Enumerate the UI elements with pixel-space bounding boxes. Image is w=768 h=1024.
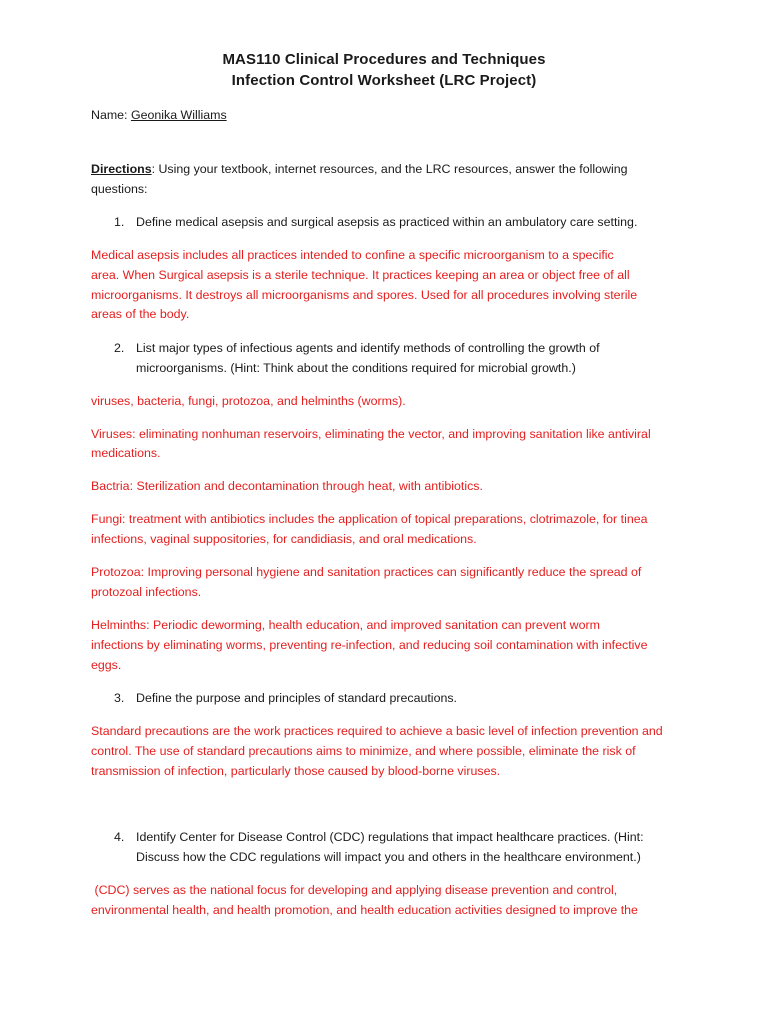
question-number: 2. (114, 341, 125, 355)
question-text: Define medical asepsis and surgical asepsis as practiced within an ambulatory care setting. (136, 215, 638, 229)
answer-line: Medical asepsis includes all practices intended to confine a specific microorganism to a specific (91, 248, 614, 262)
answer-line: protozoal infections. (91, 585, 202, 599)
answer-line: environmental health, and health promotion, and health education activities designed to improve the (91, 903, 638, 917)
answer-line: Fungi: treatment with antibiotics includes the application of topical preparations, clotrimazole, for tinea (91, 512, 648, 526)
question-number: 1. (114, 215, 125, 229)
document-title: MAS110 Clinical Procedures and Techniques (222, 51, 546, 68)
directions-line-2: questions: (91, 182, 148, 196)
question-number: 3. (114, 691, 125, 705)
name-line (91, 106, 691, 126)
answer-line: (CDC) serves as the national focus for developing and applying disease prevention and control, (91, 883, 618, 897)
answer-line: infections by eliminating worms, preventing re-infection, and reducing soil contamination with infective (91, 638, 648, 652)
document-subtitle: Infection Control Worksheet (LRC Project) (231, 72, 537, 89)
answer-line: areas of the body. (91, 307, 190, 321)
answer-line: infections, vaginal suppositories, for candidiasis, and oral medications. (91, 532, 477, 546)
question-text: microorganisms. (Hint: Think about the conditions required for microbial growth.) (136, 361, 576, 375)
question-text: Identify Center for Disease Control (CDC) regulations that impact healthcare practices. (Hint: (136, 830, 644, 844)
answer-line: microorganisms. It destroys all microorganisms and spores. Used for all procedures involving sterile (91, 288, 638, 302)
directions-line-1 (91, 160, 691, 180)
answer-line: Viruses: eliminating nonhuman reservoirs, eliminating the vector, and improving sanitation like antiviral (91, 427, 651, 441)
directions-label: Directions (91, 162, 152, 176)
answer-line: Standard precautions are the work practices required to achieve a basic level of infection prevention and (91, 724, 663, 738)
directions-text: : Using your textbook, internet resources, and the LRC resources, answer the following (151, 162, 628, 176)
answer-line: Helminths: Periodic deworming, health education, and improved sanitation can prevent worm (91, 618, 600, 632)
answer-line: Protozoa: Improving personal hygiene and sanitation practices can significantly reduce the spread of (91, 565, 642, 579)
answer-line: eggs. (91, 658, 122, 672)
answer-line: transmission of infection, particularly those caused by blood-borne viruses. (91, 764, 501, 778)
answer-line: Bactria: Sterilization and decontamination through heat, with antibiotics. (91, 479, 483, 493)
question-text: Define the purpose and principles of standard precautions. (136, 691, 457, 705)
answer-line: area. When Surgical asepsis is a sterile technique. It practices keeping an area or object free of all (91, 268, 630, 282)
name-label: Name: (91, 108, 131, 122)
question-text: Discuss how the CDC regulations will impact you and others in the healthcare environment.) (136, 850, 641, 864)
name-value: Geonika Williams (130, 108, 227, 122)
answer-line: medications. (91, 446, 161, 460)
question-text: List major types of infectious agents and identify methods of controlling the growth of (136, 341, 600, 355)
answer-line: viruses, bacteria, fungi, protozoa, and helminths (worms). (91, 394, 406, 408)
question-number: 4. (114, 830, 125, 844)
answer-line: control. The use of standard precautions aims to minimize, and where possible, eliminate the risk of (91, 744, 636, 758)
